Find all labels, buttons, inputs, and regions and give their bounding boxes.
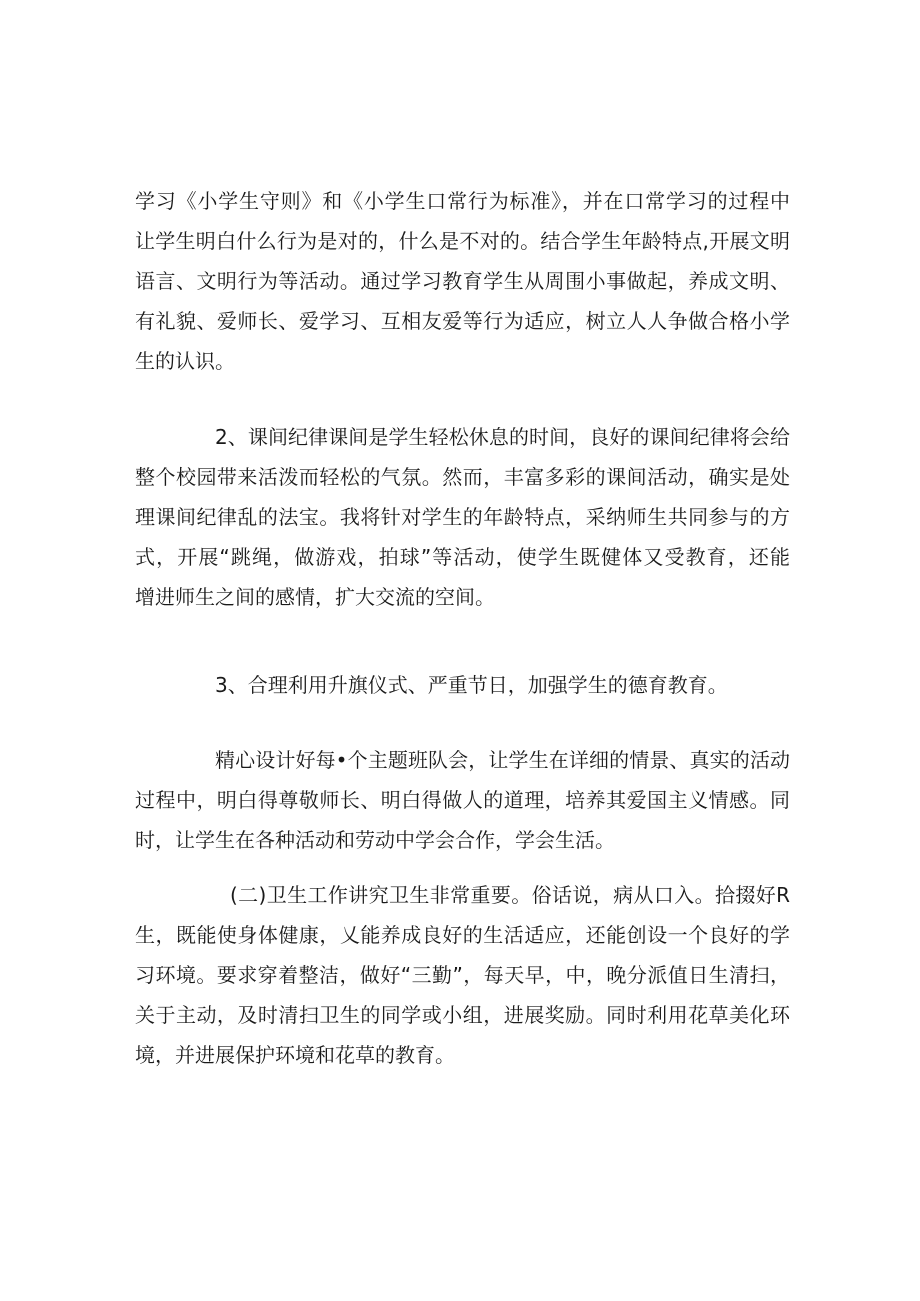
text-line: 2、课间纪律课间是学生轻松休息的时间，良好的课间纪律将会给: [215, 425, 790, 449]
text-line: 理课间纪律乱的法宝。我将针对学生的年龄特点，采纳师生共同参与的方: [135, 505, 790, 529]
text-line: 过程中，明白得尊敬师长、明白得做人的道理，培养其爱国主义情感。同: [135, 788, 790, 812]
paragraph-hygiene-work: [135, 875, 790, 1075]
text-line: 生，既能使身体健康，乂能养成良好的生活适应，还能创设一个良好的学: [135, 923, 790, 947]
text-line: 关于主动，及时清扫卫生的同学或小组，进展奖励。同时利用花草美化环: [135, 1003, 790, 1027]
text-line: 生的认识。: [135, 349, 235, 373]
text-line: 3、合理利用升旗仪式、严重节日，加强学生的德育教育。: [215, 673, 728, 697]
text-line: 时，让学生在各种活动和劳动中学会合作，学会生活。: [135, 828, 615, 852]
paragraph-recess-discipline: [135, 417, 790, 617]
text-line: 式，开展“跳绳，做游戏，拍球”等活动，使学生既健体又受教育，还能: [135, 545, 790, 569]
paragraph-class-meetings: [135, 740, 790, 860]
text-line: 整个校园带来活泼而轻松的气氛。然而，丰富多彩的课间活动，确实是处: [135, 465, 790, 489]
text-line: 让学生明白什么行为是对的，什么是不对的。结合学生年龄特点,开展文明: [135, 229, 790, 253]
paragraph-conduct-rules: [135, 181, 790, 381]
text-line: 增进师生之间的感情，扩大交流的空间。: [135, 585, 495, 609]
text-line: (二)卫生工作讲究卫生非常重要。俗话说，病从口入。拾掇好R: [230, 883, 790, 907]
text-line: 有礼貌、爱师长、爱学习、互相友爱等行为适应，树立人人争做合格小学: [135, 309, 790, 333]
text-line: 境，并进展保护环境和花草的教育。: [135, 1043, 455, 1067]
paragraph-flag-ceremony: [135, 665, 790, 705]
text-line: 语言、文明行为等活动。通过学习教育学生从周围小事做起，养成文明、: [135, 269, 790, 293]
text-line: 精心设计好每•个主题班队会，让学生在详细的情景、真实的活动: [215, 748, 790, 772]
text-line: 学习《小学生守则》和《小学生口常行为标准》，并在口常学习的过程中: [135, 189, 790, 213]
text-line: 习环境。要求穿着整洁，做好“三勤”，每天早，中，晚分派值日生清扫，: [135, 963, 790, 987]
